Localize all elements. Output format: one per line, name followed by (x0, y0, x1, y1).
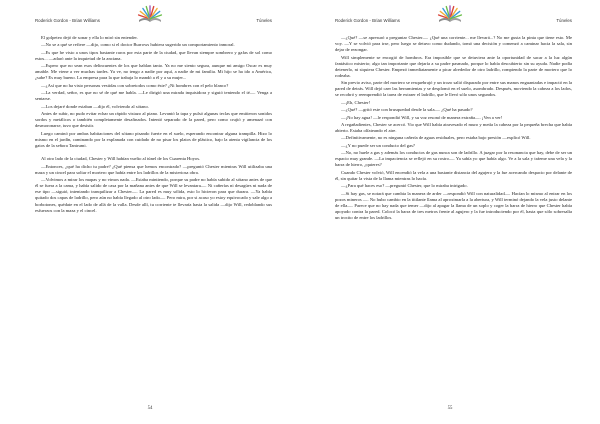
paragraph: —¡Eh, Chester! (341, 99, 371, 105)
paragraph: —No se a qué se refiere —dijo, como si el doctor Burrows hubiera sugerido un comportamiento inmoral. (41, 42, 235, 48)
book-logo-icon (136, 4, 164, 24)
left-header-author: Roderick Gordon - Brian Williams (35, 18, 100, 23)
paragraph: —¿Así que no ha visto personas vestidas con sobretodos como éste? ¿Ni hombres con el pelo blanco? (41, 82, 229, 88)
paragraph: El golpeteo dejó de sonar y ella lo miró sin entender. (41, 35, 138, 40)
paragraph: —¿Qué? —gritó este con brusquedad desde la sala—. ¿Qué ha pasado? (341, 107, 473, 113)
paragraph: —¿Qué? —se apresuró a preguntar Chester—. ¿Qué una corriente... me llevará...? No me gusta la pinta que tiene esto. Me voy. —Y se volvió para irse, pero luego se detuvo como dudando, tomó una decisión y comenzó a caminar hacia la sala, sin dejar de rezongar. (335, 35, 572, 53)
paragraph: —Si hay gas, se notará que cambia la manera de arder —respondió Will con naturalidad—. Hacían lo mismo al entrar en los pozos mineros —. No hubo cambio en la titilante llama al aproximarla a la abertura, y Will terminó dejando la vela justo delante de ella—. Parece que no hay nada que temer —dijo al apagar la llama de un soplo y coger la barra de hierro que Chester había apoyado contra la pared. Colocó la barra de tres metros frente al agujero y la fue introduciendo por él, hasta que sólo sobresalía un trocito de entre los ladrillos. (335, 190, 572, 221)
paragraph: —Espero que no sean esos delincuentes de los que hablan tanto. Ya no me siento segura, aunque mi amigo Oscar es muy amable. Me viene a ver muchas tardes. Ya ve, no tengo a nadie por aquí, a nadie de mi familia. Mi hijo se ha ido a América, ¿sabe? Es muy bueno. La empresa para la que trabaja lo mandó a él y a su mujer... (35, 63, 272, 81)
paragraph: —Entonces, ¿qué ha dicho tu padre? ¿Qué piensa que hemos encontrado? —preguntó Chester mientras Will utilizaba una maza y un cincel para soltar el mortero que había entre los ladrillos de la misteriosa obra. (35, 163, 272, 175)
paragraph: Sin previo aviso, parte del mortero se resquebrajó y un trozo salió disparado por entre sus manos enguantadas e impactó en la pared de detrás. Will dejó caer las herramientas y se desplomó en el suelo, asombrado. Después, moviendo la cabeza a los lados, se recobró y reemprendió la tarea de extraer el ladrillo, que le llevó sólo unos segundos. (335, 80, 572, 98)
paragraph: —¿Para qué haces eso? —preguntó Chester, que lo miraba intrigado. (341, 183, 468, 189)
paragraph: Will simplemente se encogió de hombros. Era imposible que se detuviera ante la oportunidad de sacar a la luz algún fantástico misterio; algo tan importante que dejaría a su padre pasmado, porque lo había descubierto sin su ayuda. Nadie podía detenerlo, ni siquiera Chester. Empezó inmediatamente a picar alrededor de otro ladrillo, rompiendo la parte de mortero que lo rodeaba. (335, 54, 572, 78)
right-header-title: Túneles (556, 18, 572, 23)
paragraph: Luego caminó por ambas habitaciones del sótano pisando fuerte en el suelo, esperando encontrar alguna trampilla. Hizo lo mismo en el jardín, caminando por la explanada con cuidado de no pisar los platos de plástico, bajo la atenta vigilancia de los gatos de la señora Tantrumi. (35, 130, 272, 148)
right-page-body (335, 35, 572, 222)
paragraph: —Definitivamente, no es ninguna cañería de aguas residuales, pero estaba bajo presión —explicó Will. (341, 135, 531, 141)
left-header-title: Túneles (256, 18, 272, 23)
right-page (300, 0, 600, 424)
paragraph: —Los dejaré donde estaban —dijo él, volviendo al sótano. (41, 103, 149, 109)
paragraph: —¡No hay agua! —le respondió Will, y su voz resonó de manera extraña—. ¡Ven a ver! (341, 114, 503, 120)
paragraph: —Volvimos a mirar los mapas y no vimos nada. —Estaba mintiendo, porque su padre no había subido al sótano antes de que él se fuera a la cama, y había salido de casa por la mañana antes de que Will se levantara—. Ni cañerías ni desagües ni nada de ese tipo —siguió, intentando tranquilizar a Chester—. La pared es muy sólida, esto lo hicieron para que durara. —Ya había quitado dos capas de ladrillo, pero aún no había llegado al otro lado—. Pero mira, por si acaso yo estoy equivocado y sale algo a borbotones, quédate en el lado de allá de la valla. Desde allí, tu corriente te llevaría hasta la salida —dijo Will, redoblando sus esfuerzos con la maza y el cincel. (35, 177, 272, 213)
paragraph: —Es que he visto a unos tipos bastante raros por esta parte de la ciudad, que llevan siempre sombrero y gafas de sol como estos... —adaró ante la inquietud de la anciana. (35, 49, 272, 61)
book-logo-icon (436, 4, 464, 24)
paragraph: —La verdad, señor, es que no sé de qué me habla. —Le dirigió una mirada inquisidora y siguió teniendo el té—. Venga a sentarse. (35, 90, 272, 102)
right-header-author: Roderick Gordon - Brian Williams (335, 18, 400, 23)
left-page-number: 54 (147, 406, 153, 411)
paragraph: —¿Y no puede ser un conducto del gas? (341, 142, 415, 148)
paragraph: Al otro lado de la ciudad, Chester y Will habían vuelto al túnel de los Cuarenta Hoyos. (41, 156, 201, 162)
paragraph: A regañadientes, Chester se acercó. Vio que Will había atravesado el muro y metía la cabeza por la pequeña brecha que había abierto. Estaba olfateando el aire. (335, 122, 572, 134)
right-page-number: 55 (447, 406, 453, 411)
paragraph: Antes de subir, no pudo evitar echar un rápido vistazo al piano. Levantó la tapa y pulsó algunas teclas que emitieron sonidos sordos y metálicos o también completamente desafinados. Intentó separado de la pared, pero como crujió y amenazó con desmoronarse, tuvo que desistir. (35, 111, 272, 129)
paragraph: —No, no huele a gas y además los conductos de gas nunca son de ladrillo. A juzgar por la resonancia que hay, debe de ser un espacio muy grande. —La impaciencia se reflejó en su rostro—. Ya sabía yo que había algo. Ve a la sala y tráeme una vela y la barra de hierro, ¿quieres? (335, 150, 572, 168)
left-page-body (35, 35, 272, 215)
paragraph: Cuando Chester volvió, Will encendió la vela a una bastante distancia del agujero y la fue acercando despacio por delante de él, sin quitar la vista de la llama mientras lo hacía. (335, 169, 572, 181)
